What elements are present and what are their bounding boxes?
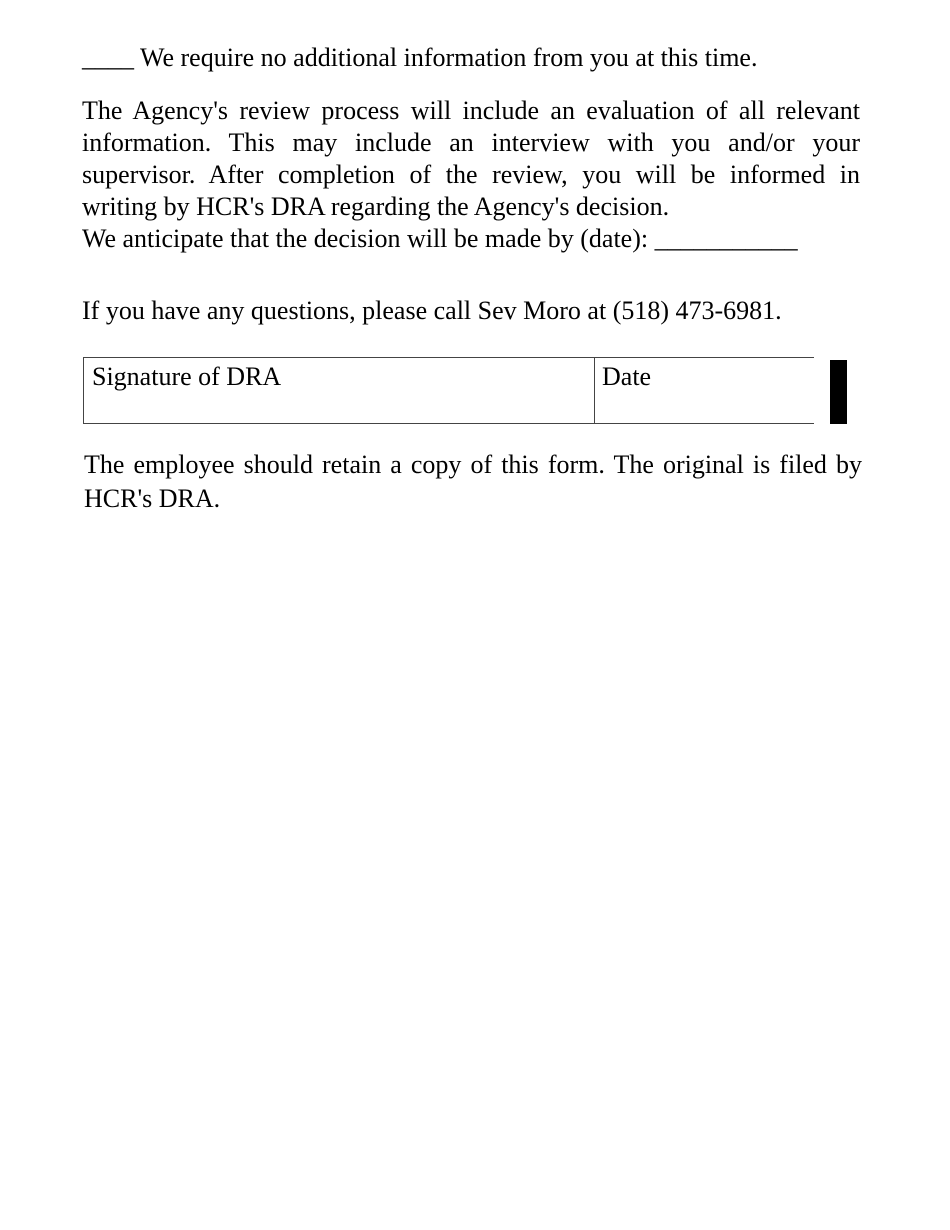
contact-info-line: If you have any questions, please call Sev Moro at (518) 473-6981.	[82, 296, 782, 325]
review-process-text: The Agency's review process will include an evaluation of all relevant information. This may include an interview with you and/or your supervisor. After completion of the review, you will be informed in writing by HCR's DRA regarding the Agency's decision.	[82, 96, 860, 221]
review-process-paragraph	[82, 95, 860, 255]
signature-table	[83, 357, 814, 424]
date-field: Date	[602, 362, 652, 391]
anticipated-decision-date-line: We anticipate that the decision will be made by (date): ___________	[82, 224, 798, 253]
no-additional-info-line: ____ We require no additional information from you at this time.	[82, 43, 758, 72]
signature-of-dra-field: Signature of DRA	[92, 362, 282, 391]
table-divider	[594, 358, 595, 423]
redaction-bar	[830, 360, 847, 424]
retain-copy-note: The employee should retain a copy of this form. The original is filed by HCR's DRA.	[84, 450, 862, 513]
